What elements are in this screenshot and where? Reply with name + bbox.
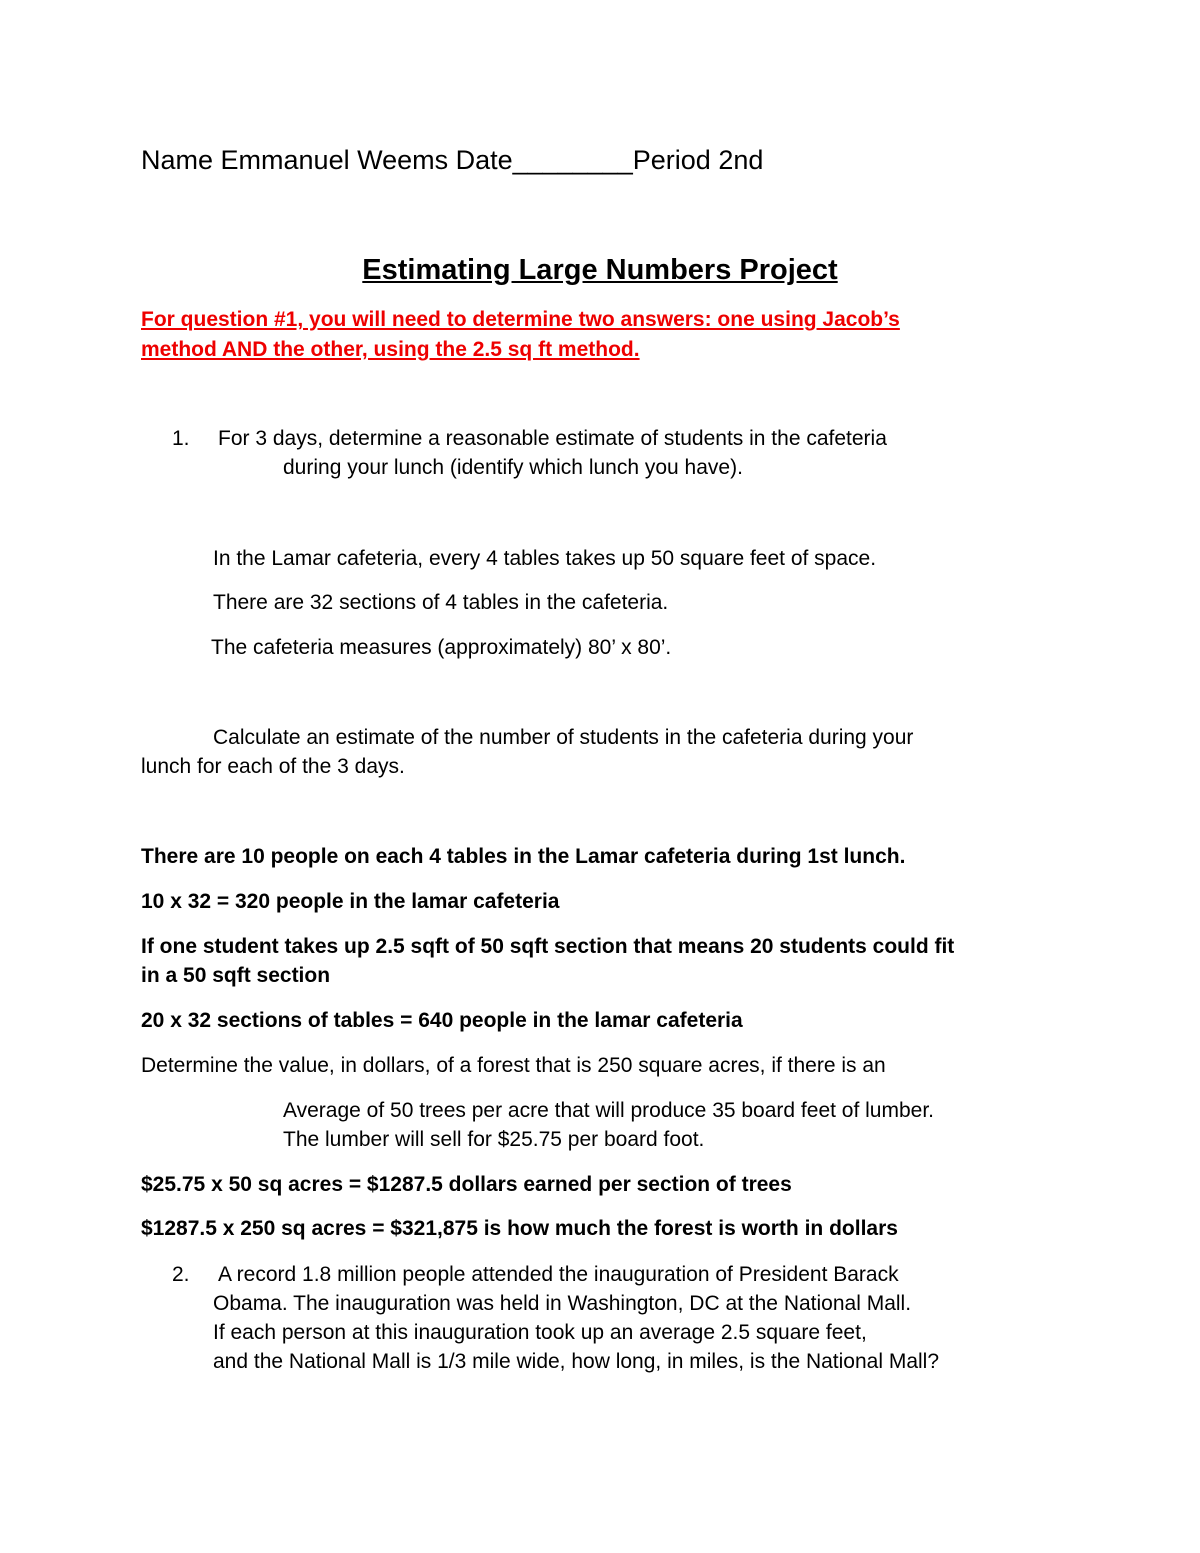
forest-question-line-1: Determine the value, in dollars, of a forest that is 250 square acres, if there is an <box>141 1054 886 1077</box>
answer-sqft-method-line-2: in a 50 sqft section <box>141 964 331 987</box>
question-2-text: A record 1.8 million people attended the inauguration of President Barack <box>218 1263 899 1286</box>
answer-jacob-method: There are 10 people on each 4 tables in the Lamar cafeteria during 1st lunch. <box>141 845 906 868</box>
fact-sections-count: There are 32 sections of 4 tables in the cafeteria. <box>213 591 669 614</box>
answer-sqft-calculation: 20 x 32 sections of tables = 640 people in the lamar cafeteria <box>141 1009 743 1032</box>
answer-jacob-calculation: 10 x 32 = 320 people in the lamar cafeteria <box>141 890 560 913</box>
name-label: Name Emmanuel Weems Date <box>141 145 513 175</box>
fact-tables-area: In the Lamar cafeteria, every 4 tables takes up 50 square feet of space. <box>213 547 877 570</box>
calculate-line-2: lunch for each of the 3 days. <box>141 755 405 778</box>
instruction-line-2: method AND the other, using the 2.5 sq ft method. <box>141 338 640 361</box>
student-header <box>141 143 763 177</box>
question-1-line-1 <box>172 425 887 453</box>
question-1-line-2: during your lunch (identify which lunch you have). <box>283 456 743 479</box>
instruction-line-1: For question #1, you will need to determine two answers: one using Jacob’s <box>141 308 900 331</box>
page-title: Estimating Large Numbers Project <box>362 254 838 286</box>
question-2-number: 2. <box>172 1263 190 1286</box>
date-blank: ________ <box>512 145 633 175</box>
forest-question-line-2: Average of 50 trees per acre that will produce 35 board feet of lumber. <box>283 1099 934 1122</box>
question-2-line-3: If each person at this inauguration took up an average 2.5 square feet, <box>213 1321 867 1344</box>
forest-question-line-3: The lumber will sell for $25.75 per board foot. <box>283 1128 705 1151</box>
question-1-text: For 3 days, determine a reasonable estimate of students in the cafeteria <box>218 427 887 450</box>
question-2-line-2: Obama. The inauguration was held in Washington, DC at the National Mall. <box>213 1292 912 1315</box>
forest-answer-2: $1287.5 x 250 sq acres = $321,875 is how much the forest is worth in dollars <box>141 1217 898 1240</box>
calculate-line-1: Calculate an estimate of the number of students in the cafeteria during your <box>213 726 914 749</box>
question-2-line-1 <box>172 1261 899 1289</box>
question-1-number: 1. <box>172 427 190 450</box>
forest-answer-1: $25.75 x 50 sq acres = $1287.5 dollars earned per section of trees <box>141 1173 792 1196</box>
period-label: Period 2nd <box>632 145 764 175</box>
answer-sqft-method-line-1: If one student takes up 2.5 sqft of 50 sqft section that means 20 students could fit <box>141 935 955 958</box>
question-2-line-4: and the National Mall is 1/3 mile wide, how long, in miles, is the National Mall? <box>213 1350 940 1373</box>
fact-cafeteria-size: The cafeteria measures (approximately) 80’ x 80’. <box>211 636 672 659</box>
